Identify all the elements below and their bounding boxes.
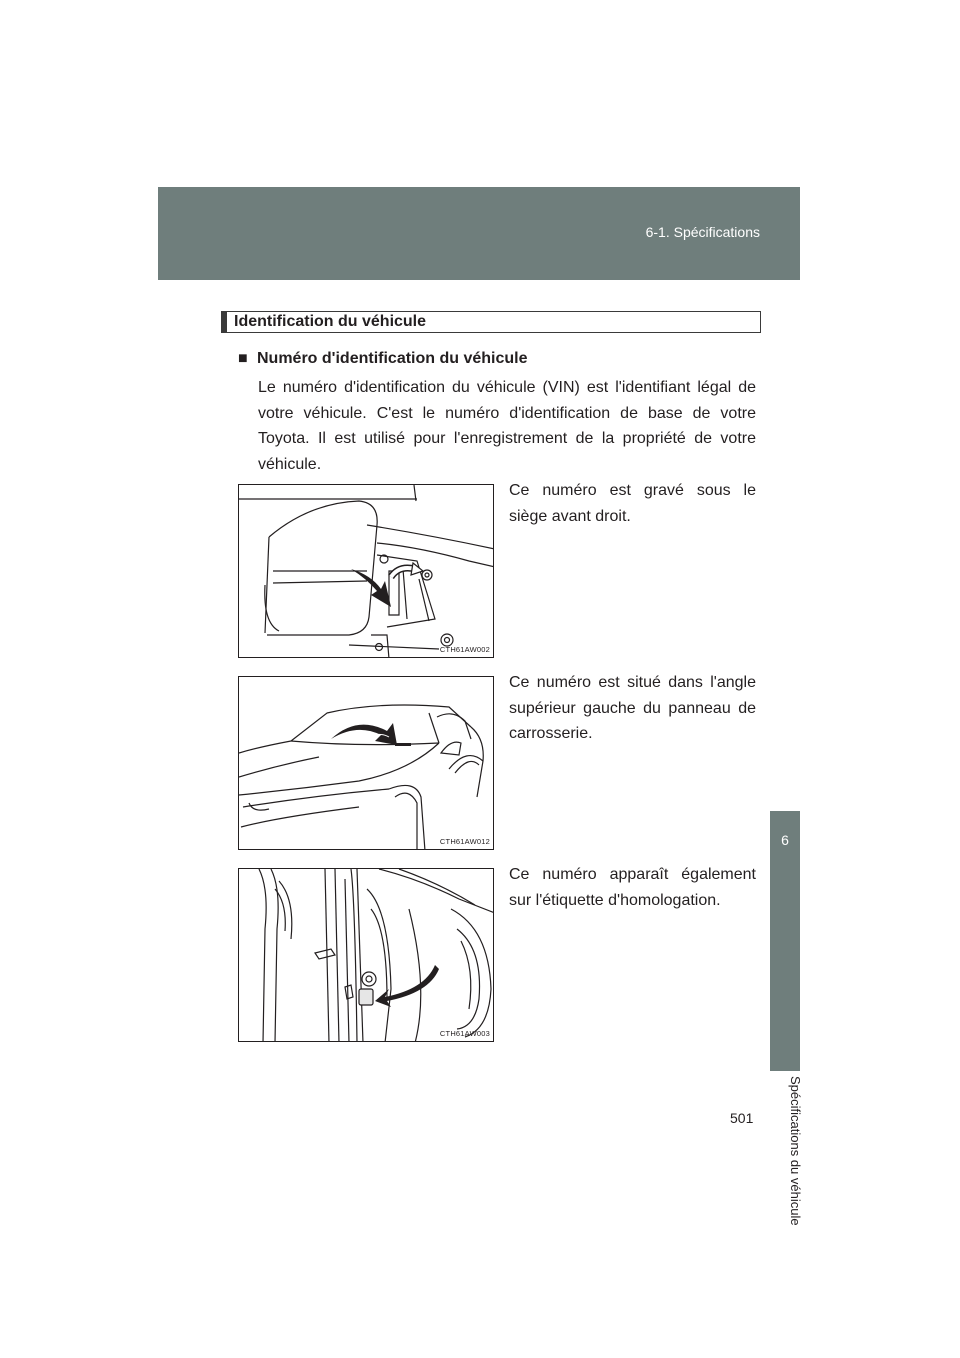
figure-code: CTH61AW003 (439, 1029, 490, 1038)
chapter-number: 6 (781, 832, 789, 848)
section-title: Identification du véhicule (234, 313, 427, 330)
chapter-section-label: 6-1. Spécifications (645, 224, 760, 240)
chapter-header-band (158, 187, 800, 280)
figure-windshield-illustration (238, 676, 494, 850)
car-windshield-drawing (239, 677, 494, 850)
section-marker (222, 312, 227, 332)
square-bullet-icon: ■ (238, 350, 248, 367)
subsection-heading-text: Numéro d'identification du véhicule (257, 350, 528, 367)
chapter-side-tab (770, 811, 800, 1071)
figure-code: CTH61AW012 (439, 837, 490, 846)
page-number: 501 (730, 1110, 754, 1126)
chapter-side-label: Spécifications du véhicule (788, 1076, 803, 1226)
vin-description: Le numéro d'identification du véhicule (VIN) est l'identifiant légal de votre véhicule. C'est le numéro d'identification de base de votre Toyota. Il est utilisé pour l'enregistrement de la propriété de votre véhicule. (258, 379, 756, 473)
figure-seat-illustration (238, 484, 494, 658)
seat-drawing (239, 485, 494, 658)
figure-caption: Ce numéro est situé dans l'angle supérieur gauche du panneau de carrosserie. (509, 674, 756, 742)
figure-code: CTH61AW002 (439, 645, 490, 654)
section-title-bar (221, 311, 761, 333)
subsection-heading (238, 350, 528, 368)
figure-caption: Ce numéro apparaît également sur l'étiquette d'homologation. (509, 866, 756, 909)
figure-door-label-illustration (238, 868, 494, 1042)
door-pillar-drawing (239, 869, 494, 1042)
figure-caption: Ce numéro est gravé sous le siège avant droit. (509, 482, 756, 525)
